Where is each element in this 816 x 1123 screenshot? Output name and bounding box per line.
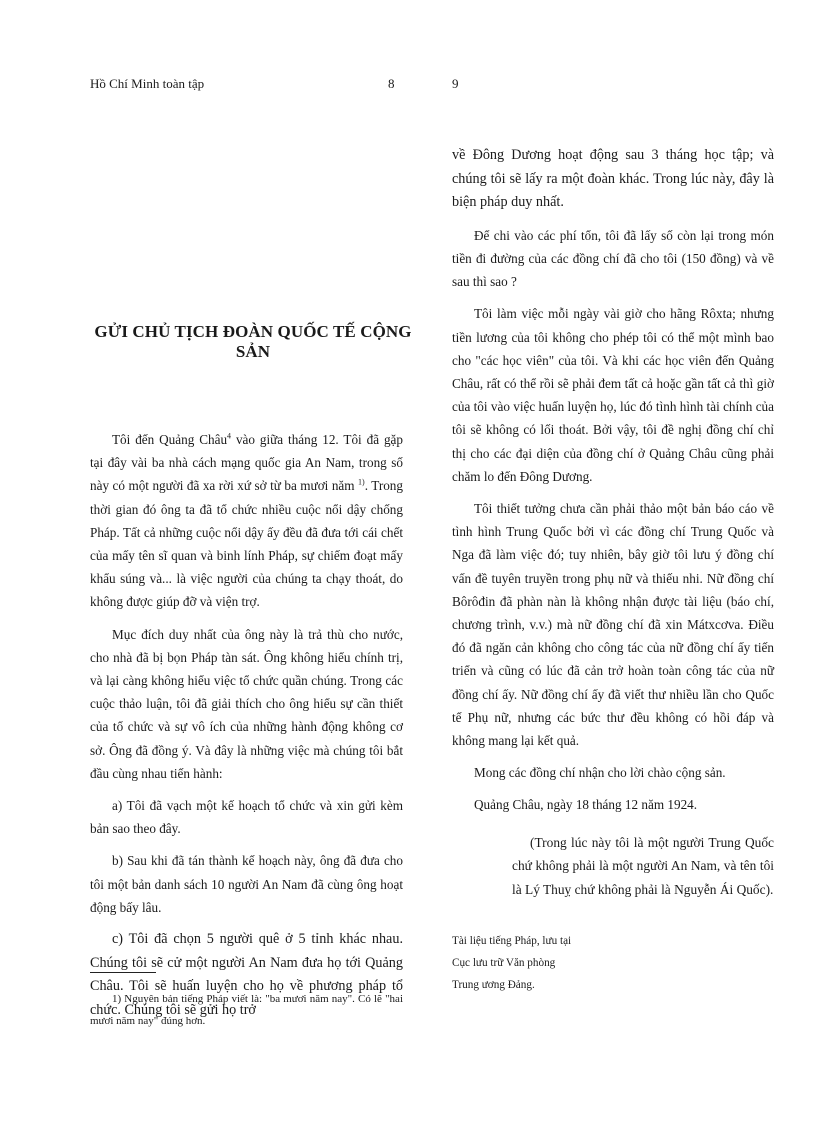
right-body — [452, 144, 774, 910]
running-head-title: Hồ Chí Minh toàn tập — [90, 76, 205, 91]
page-number-right: 9 — [452, 76, 459, 91]
letter-title: GỬI CHỦ TỊCH ĐOÀN QUỐC TẾ CỘNG SẢN — [94, 322, 412, 361]
paragraph-continued: về Đông Dương hoạt động sau 3 tháng học tập; và chúng tôi sẽ lấy ra một đoàn khác. Trong lúc này, đây là biện pháp duy nhất. — [452, 147, 774, 211]
paragraph-item-c: c) Tôi đã chọn 5 người quê ở 5 tỉnh khác nhau. Chúng tôi sẽ cử một người An Nam đưa họ tới Quảng Châu. Tôi sẽ huấn luyện cho họ về phương pháp tổ chức. Chúng tôi sẽ gửi họ trở — [90, 931, 403, 1018]
paragraph-item-b: b) Sau khi đã tán thành kế hoạch này, ông đã đưa cho tôi một bản danh sách 10 người An Nam đã cùng ông hoạt động bấy lâu. — [90, 853, 403, 915]
source-line: Cục lưu trữ Văn phòng — [452, 957, 556, 969]
paragraph: Tôi thiết tưởng chưa cần phải thảo một bản báo cáo về tình hình Trung Quốc bởi vì các đồng chí Trung Quốc và Nga đã làm việc đó; tuy nhiên, bây giờ tôi lưu ý đồng chí vấn đề tuyên truyền trong phụ nữ và thiếu nhi. Nữ đồng chí Bôrôđin đã phàn nàn là không nhận được tài liệu (báo chí, chương trình, v.v.) mà nữ đồng chí đã xin Mátxcơva. Điều đó đã ngăn cản không cho công tác của nữ đồng chí ấy tiến triển và cũng có lúc đã cản trở hoàn toàn công tác của nữ đồng chí ấy. Nữ đồng chí ấy đã viết thư nhiều lần cho Quốc tế Phụ nữ, nhưng các bức thư đều không có hồi đáp và không mang lại kết quả. — [452, 501, 774, 749]
closing-greeting: Mong các đồng chí nhận cho lời chào cộng sản. — [474, 765, 726, 781]
paragraph-item-a: a) Tôi đã vạch một kế hoạch tổ chức và xin gửi kèm bản sao theo đây. — [90, 798, 403, 837]
paragraph: Mục đích duy nhất của ông này là trả thù cho nước, cho nhà đã bị bọn Pháp tàn sát. Ông không hiểu chính trị, và lại càng không hiểu việc tổ chức quần chúng. Trong các cuộc thảo luận, tôi đã giải thích cho ông hiểu sự cần thiết của tổ chức và sự vô ích của những hành động không cơ sở. Ông đã đồng ý. Và đây là những việc mà chúng tôi bắt đầu cùng nhau tiến hành: — [90, 626, 403, 781]
date-line: Quảng Châu, ngày 18 tháng 12 năm 1924. — [474, 797, 698, 813]
footnote-marker: 1) — [358, 478, 365, 488]
source-line: Tài liệu tiếng Pháp, lưu tại — [452, 935, 572, 947]
signature-note: (Trong lúc này tôi là một người Trung Quốc chứ không phải là một người An Nam, và tên tôi là Lý Thuỵ chứ không phải là Nguyễn Ái Quốc). — [512, 834, 774, 897]
text-span: vào giữa tháng 12. Tôi đã gặp tại đây vài ba nhà cách mạng quốc gia An Nam, trong số này có một người đã xa rời xứ sở từ ba mươi năm — [90, 432, 403, 494]
right-page — [432, 0, 816, 1123]
left-body — [90, 428, 403, 1031]
paragraph: Tôi làm việc mỗi ngày vài giờ cho hãng Rôxta; nhưng tiền lương của tôi không cho phép tôi có thể một mình bao cho "các học viên" của tôi. Và khi các học viên đến Quảng Châu, rất có thể rồi sẽ phải đem tất cả hoặc gần tất cả thì giờ của tôi vào việc huấn luyện họ, lúc đó tình hình tài chính của tôi sẽ không có lối thoát. Bởi vậy, tôi đề nghị đồng chí chỉ thị cho các đại diện của đồng chí ở Quảng Châu cũng phải chăm lo đến Đông Dương. — [452, 306, 774, 484]
text-span: Tôi đến Quảng Châu — [112, 432, 228, 447]
paragraph — [90, 428, 403, 614]
text-span: . Trong thời gian đó ông ta đã tổ chức nhiều cuộc nổi dậy chống Pháp. Tất cả những cuộc nổi dậy ấy đều đã đưa tới cái chết của mấy tên sĩ quan và binh lính Pháp, sự chiếm đoạt mấy khẩu súng và... là việc người của chúng ta chạy thoát, do không được giúp đỡ và viện trợ. — [90, 478, 403, 610]
source-note — [452, 930, 652, 996]
footnote: 1) Nguyên bản tiếng Pháp viết là: "ba mươi năm nay". Có lẽ "hai mươi năm nay" đúng hơn. — [90, 993, 403, 1027]
source-line: Trung ương Đảng. — [452, 979, 535, 991]
page-number-left: 8 — [388, 76, 395, 91]
paragraph: Để chi vào các phí tổn, tôi đã lấy số còn lại trong món tiền đi đường của các đồng chí đã cho tôi (150 đồng) và về sau thì sao ? — [452, 227, 774, 290]
footnote-rule — [90, 972, 156, 973]
endnote-marker: 4 — [227, 431, 232, 441]
